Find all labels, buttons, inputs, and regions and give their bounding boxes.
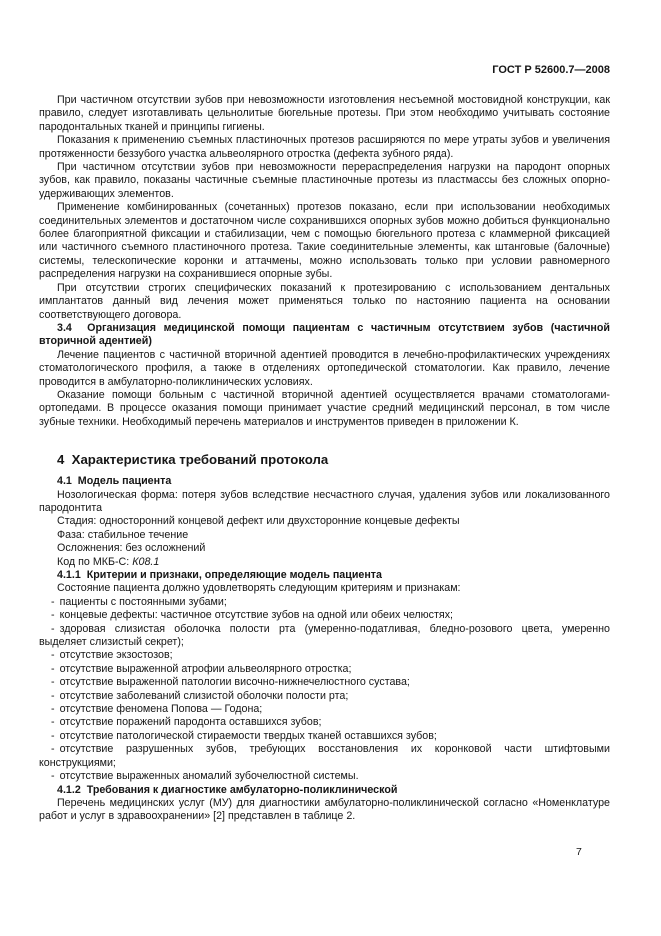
subsection-heading: 4.1.2 Требования к диагностике амбулаторно-поликлинической (57, 783, 398, 796)
list-dash: - (51, 676, 55, 689)
list-dash: - (51, 770, 55, 783)
document-content (39, 94, 610, 824)
list-dash: - (51, 649, 55, 662)
list-item (39, 716, 610, 729)
list-dash: - (51, 622, 55, 635)
code-line (39, 556, 610, 569)
list-item-text: отсутствие патологической стираемости твердых тканей оставшихся зубов; (59, 729, 437, 742)
list-item (39, 609, 610, 622)
list-item-text: отсутствие экзостозов; (59, 649, 173, 662)
paragraph: Фаза: стабильное течение (57, 528, 189, 541)
code-label: Код по МКБ-С: (57, 555, 133, 568)
list-dash: - (51, 743, 55, 756)
list-item-text: отсутствие разрушенных зубов, требующих восстановления их коронковой части штифтовыми конструкциями; (39, 743, 610, 769)
list-item-text: отсутствие феномена Попова — Годона; (59, 703, 263, 716)
list-item (39, 676, 610, 689)
list-item-text: концевые дефекты: частичное отсутствие зубов на одной или обеих челюстях; (59, 609, 454, 622)
paragraph: При частичном отсутствии зубов при невозможности перераспределения нагрузки на пародонт опорных зубов, как правило, показаны частичные съемные пластиночные протезы из пластмассы без сложных опорно-удерживающих элементов. (39, 161, 610, 200)
list-dash: - (51, 689, 55, 702)
paragraph: Осложнения: без осложнений (57, 542, 206, 555)
paragraph: Лечение пациентов с частичной вторичной адентией проводится в лечебно-профилактических учреждениях стоматологического профиля, а также в отделениях ортопедической стоматологии. Как правило, лечение проводится в амбулаторно-поликлинических условиях. (39, 348, 610, 388)
subsection-heading: 4.1.1 Критерии и признаки, определяющие модель пациента (57, 569, 382, 581)
paragraph: Состояние пациента должно удовлетворять следующим критериям и признакам: (57, 582, 461, 595)
paragraph: При частичном отсутствии зубов при невозможности изготовления несъемной мостовидной конструкции, как правило, следует изготавливать цельнолитые бюгельные протезы. При этом необходимо учитывать состояние пародонтальных тканей и принципы гигиены. (39, 94, 610, 133)
list-dash: - (51, 729, 55, 742)
list-item (39, 596, 610, 609)
list-item (39, 730, 610, 743)
list-item (39, 663, 610, 676)
list-item (39, 690, 610, 703)
paragraph: Перечень медицинских услуг (МУ) для диагностики амбулаторно-поликлинической согласно «Номенклатуре работ и услуг в здравоохранении» [2] представлен в таблице 2. (39, 796, 610, 823)
list-item-text: отсутствие поражений пародонта оставшихся зубов; (59, 716, 322, 729)
subsection-heading: 4.1 Модель пациента (57, 475, 172, 488)
paragraph: Применение комбинированных (сочетанных) протезов показано, если при использовании необходимых соединительных элементов и достаточном числе сохранившихся опорных зубов можно добиться функционально более благоприятной фиксации и стабилизации, чем с помощью бюгельного протеза с кламмерной фиксацией или частичного съемного пластиночного протеза. Такие соединительные элементы, как штанговые (балочные) системы, телескопические коронки и аттачмены, можно использовать только при условии равномерного распределения нагрузки на сохранившиеся опорные зубы. (39, 201, 610, 281)
section-heading: 4 Характеристика требований протокола (57, 452, 329, 468)
list-dash: - (51, 662, 55, 675)
list-dash: - (51, 609, 55, 622)
list-item (39, 770, 610, 783)
list-item (39, 649, 610, 662)
list-item-text: отсутствие выраженной патологии височно-нижнечелюстного сустава; (59, 676, 410, 689)
list-dash: - (51, 703, 55, 716)
running-head-doc-number: ГОСТ Р 52600.7—2008 (492, 64, 610, 76)
paragraph: Стадия: односторонний концевой дефект или двухсторонние концевые дефекты (57, 515, 460, 528)
list-item-text: отсутствие выраженной атрофии альвеолярного отростка; (59, 662, 352, 675)
list-dash: - (51, 595, 55, 608)
paragraph: Нозологическая форма: потеря зубов вследствие несчастного случая, удаления зубов или локализованного пародонтита (39, 488, 610, 514)
page-number: 7 (576, 846, 582, 858)
paragraph: При отсутствии строгих специфических показаний к протезированию с использованием дентальных имплантатов данный вид лечения может применяться только по настоянию пациента на основании соответствующего договора. (39, 281, 610, 321)
list-item (39, 743, 610, 770)
paragraph: Показания к применению съемных пластиночных протезов расширяются по мере утраты зубов и увеличения протяженности беззубого участка альвеолярного отростка (дефекта зубного ряда). (39, 134, 610, 160)
code-value: К08.1 (132, 555, 160, 568)
list-item-text: отсутствие заболеваний слизистой оболочки полости рта; (59, 689, 349, 702)
list-item-text: здоровая слизистая оболочка полости рта (умеренно-податливая, бледно-розового цвета, умеренно выделяет слизистый секрет); (39, 622, 610, 649)
list-item (39, 623, 610, 650)
list-item-text: пациенты с постоянными зубами; (59, 595, 227, 608)
bold-paragraph: 3.4 Организация медицинской помощи пациентам с частичным отсутствием зубов (частичной вторичной адентией) (39, 321, 610, 348)
list-item-text: отсутствие выраженных аномалий зубочелюстной системы. (59, 770, 359, 783)
list-dash: - (51, 716, 55, 729)
list-item (39, 703, 610, 716)
paragraph: Оказание помощи больным с частичной вторичной адентией осуществляется врачами стоматологами-ортопедами. В процессе оказания помощи принимает участие средний медицинский персонал, в том числе зубные техники. Необходимый перечень материалов и инструментов приведен в приложении К. (39, 388, 610, 428)
